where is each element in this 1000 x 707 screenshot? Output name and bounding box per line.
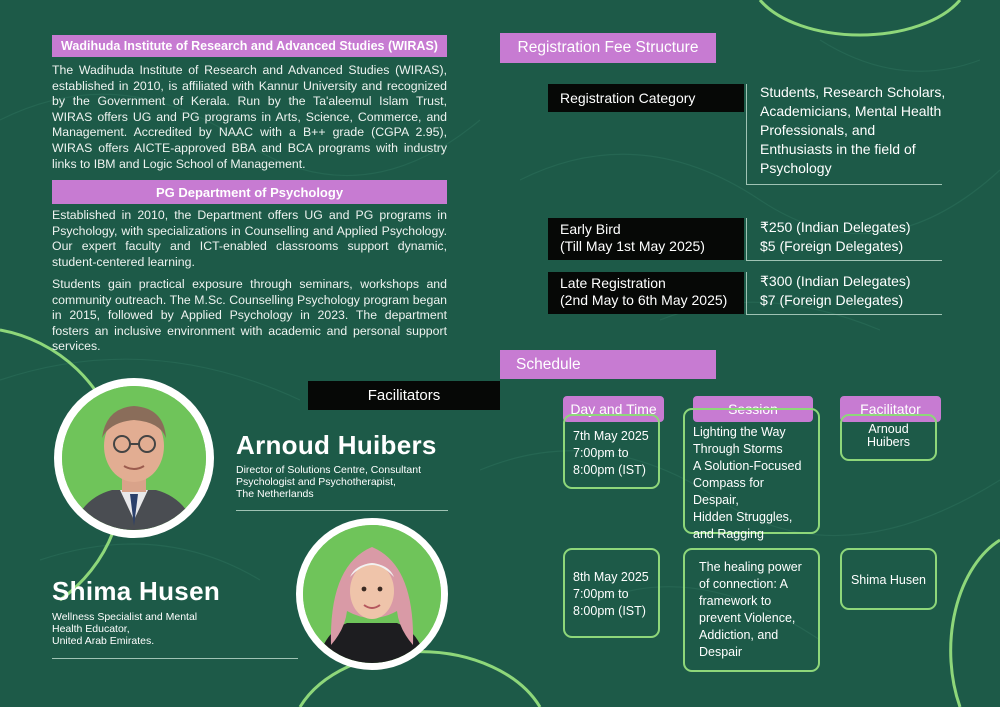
facilitators-heading: Facilitators [308,381,500,410]
fee-divider-v2 [746,218,747,260]
schedule-row1-session: Lighting the Way Through Storms A Solution-Focused Compass for Despair, Hidden Struggles, and Ragging [683,408,820,534]
schedule-row2-facilitator: Shima Husen [840,548,937,610]
department-title: PG Department of Psychology [52,180,447,204]
fee-divider-h3 [746,314,942,315]
institute-title: Wadihuda Institute of Research and Advanced Studies (WIRAS) [52,35,447,57]
facilitator-name-shima: Shima Husen [52,576,221,606]
institute-description: The Wadihuda Institute of Research and Advanced Studies (WIRAS), established in 2010, is affiliated with Kannur University and recognized by the Government of Kerala. Run by the Ta'aleemul Islam Trust, WIRAS offers UG and PG programs in Arts, Science, Commerce, and Management. Accredited by NAAC with a B++ grade (CGPA 2.95), WIRAS offers AICTE-approved BBA and BCA programs with industry links to IBM and Logic School of Management. [52,63,447,171]
facilitator-name-arnoud: Arnoud Huibers [236,430,437,460]
deco-arc-top-right [760,0,960,35]
schedule-col-session: Session [693,396,813,422]
fee-label-late: Late Registration (2nd May to 6th May 2025) [548,272,744,314]
schedule-row2-day-time: 8th May 2025 7:00pm to 8:00pm (IST) [563,548,660,638]
schedule-col-day-time: Day and Time [563,396,664,422]
schedule-heading: Schedule [500,350,716,379]
department-paragraph-2: Students gain practical exposure through seminars, workshops and community outreach. The M.Sc. Counselling Psychology program began in 2015, followed by Applied Psychology in 2023. The department fosters an inclusive environment with academic and personal support services. [52,277,447,354]
photo-shima [303,525,441,663]
fee-divider-v3 [746,272,747,314]
schedule-row2-session: The healing power of connection: A framework to prevent Violence, Addiction, and Despair [683,548,820,672]
schedule-row1-day-time: 7th May 2025 7:00pm to 8:00pm (IST) [563,414,660,489]
fee-divider-h2 [746,260,942,261]
facilitator-role-shima: Wellness Specialist and Mental Health Educator, United Arab Emirates. [52,611,198,647]
fee-divider-v1 [746,84,747,184]
facilitator-role-arnoud: Director of Solutions Centre, Consultant Psychologist and Psychotherapist, The Netherlands [236,464,422,500]
divider-arnoud [236,510,448,511]
photo-arnoud [62,386,206,530]
fee-value-early-bird: ₹250 (Indian Delegates) $5 (Foreign Delegates) [760,219,911,254]
fee-label-category: Registration Category [548,84,744,112]
fee-label-early-bird: Early Bird (Till May 1st May 2025) [548,218,744,260]
fee-value-category: Students, Research Scholars, Academicians, Mental Health Professionals, and Enthusiasts in the field of Psychology [760,84,946,176]
fee-value-late: ₹300 (Indian Delegates) $7 (Foreign Delegates) [760,273,911,308]
department-paragraph-1: Established in 2010, the Department offers UG and PG programs in Psychology, with specializations in Counselling and Applied Psychology. Our expert faculty and ICT-enabled classrooms support dynamic, student-centered learning. [52,208,447,269]
deco-arc-right [951,540,1000,707]
fee-divider-h1 [746,184,942,185]
portrait-shima [303,525,441,663]
divider-shima [52,658,298,659]
schedule-row1-facilitator: Arnoud Huibers [840,414,937,461]
portrait-arnoud [62,386,206,530]
fees-heading: Registration Fee Structure [500,33,716,63]
schedule-col-facilitator: Facilitator [840,396,941,422]
